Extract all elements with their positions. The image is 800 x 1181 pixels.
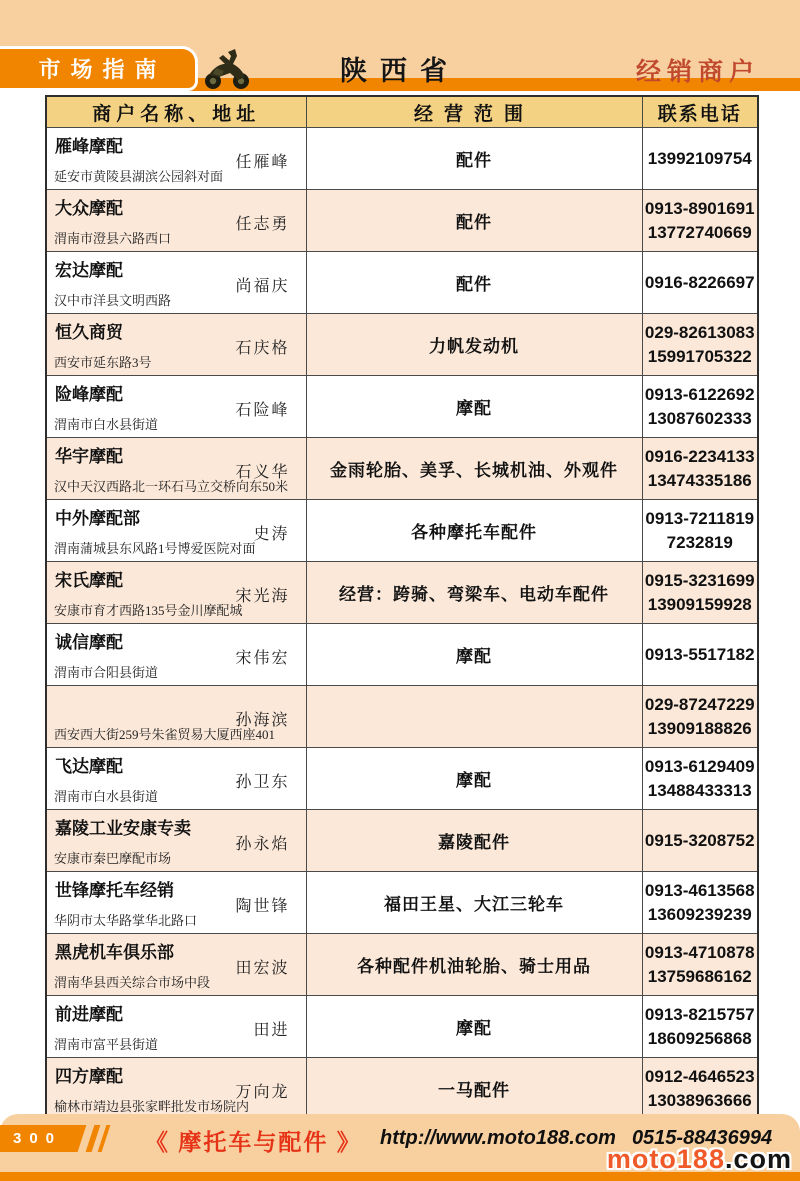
shop-address: 渭南蒲城县东风路1号博爱医院对面: [54, 541, 256, 556]
shop-name: 飞达摩配: [55, 757, 123, 776]
contact-person: 石庆格: [235, 340, 290, 357]
table-row: [46, 314, 758, 376]
shop-address: 渭南市白水县街道: [54, 417, 159, 432]
phone-number: 13772740669: [647, 222, 752, 242]
phone-cell: [642, 686, 758, 748]
business-scope: 配件: [306, 252, 642, 314]
contact-person: 田进: [253, 1022, 290, 1039]
phone-number: 13992109754: [647, 148, 752, 168]
business-scope: 摩配: [306, 376, 642, 438]
business-scope: [306, 686, 642, 748]
shop-name: 黑虎机车俱乐部: [55, 943, 174, 962]
phone-number: 0913-4710878: [644, 942, 755, 962]
table-row: [46, 128, 758, 190]
table-row: [46, 996, 758, 1058]
table-row: [46, 810, 758, 872]
table-row: [46, 686, 758, 748]
phone-cell: [642, 190, 758, 252]
phone-number: 0913-6122692: [644, 384, 755, 404]
phone-cell: [642, 128, 758, 190]
phone-cell: [642, 376, 758, 438]
shop-address: 汉中天汉西路北一环石马立交桥向东50米: [54, 479, 289, 494]
table-row: [46, 438, 758, 500]
phone-number: 0913-5517182: [644, 644, 755, 664]
phone-number: 029-82613083: [644, 322, 755, 342]
table-row: [46, 252, 758, 314]
table-row: [46, 500, 758, 562]
business-scope: 嘉陵配件: [306, 810, 642, 872]
phone-number: 13759686162: [647, 966, 752, 986]
shop-address: 渭南市澄县六路西口: [54, 231, 172, 246]
business-scope: 力帆发动机: [306, 314, 642, 376]
phone-number: 0913-7211819: [645, 508, 755, 528]
phone-number: 0913-6129409: [644, 756, 755, 776]
contact-person: 史涛: [253, 526, 290, 543]
shop-name: 嘉陵工业安康专卖: [55, 819, 191, 838]
phone-number: 13038963666: [647, 1090, 752, 1110]
shop-name: 中外摩配部: [55, 509, 140, 528]
business-scope: 金雨轮胎、美孚、长城机油、外观件: [306, 438, 642, 500]
shop-name: 诚信摩配: [55, 633, 123, 652]
phone-number: 13909159928: [647, 594, 752, 614]
shop-name: 宏达摩配: [55, 261, 123, 280]
phone-number: 0915-3231699: [644, 570, 755, 590]
table-row: [46, 934, 758, 996]
phone-cell: [642, 748, 758, 810]
contact-person: 万向龙: [235, 1084, 290, 1101]
table-row: [46, 376, 758, 438]
contact-person: 任雁峰: [235, 154, 290, 171]
phone-cell: [642, 314, 758, 376]
phone-number: 0913-4613568: [644, 880, 755, 900]
shop-name: 雁峰摩配: [55, 137, 123, 156]
business-scope: 配件: [306, 190, 642, 252]
phone-cell: [642, 872, 758, 934]
phone-cell: [642, 252, 758, 314]
contact-person: 孙海滨: [235, 712, 290, 729]
shop-address: 汉中市洋县文明西路: [54, 293, 172, 308]
table-row: [46, 190, 758, 252]
col-header-scope: 经营范围: [306, 96, 642, 128]
shop-address: 渭南市富平县街道: [54, 1037, 159, 1052]
business-scope: 配件: [306, 128, 642, 190]
dealer-table: [45, 95, 759, 1121]
page-header: [0, 0, 800, 91]
phone-cell: [642, 934, 758, 996]
shop-name: 恒久商贸: [55, 323, 123, 342]
business-scope: 各种摩托车配件: [306, 500, 642, 562]
phone-number: 0913-8215757: [644, 1004, 755, 1024]
business-scope: 一马配件: [306, 1058, 642, 1121]
business-scope: 福田王星、大江三轮车: [306, 872, 642, 934]
brand-tld: .com: [724, 1144, 792, 1174]
shop-address: 延安市黄陵县湖滨公园斜对面: [54, 169, 224, 184]
contact-person: 田宏波: [235, 960, 290, 977]
business-scope: 各种配件机油轮胎、骑士用品: [306, 934, 642, 996]
phone-number: 18609256868: [647, 1028, 752, 1048]
shop-address: 渭南市白水县街道: [54, 789, 159, 804]
table-row: [46, 624, 758, 686]
phone-number: 13087602333: [647, 408, 752, 428]
shop-name: 四方摩配: [55, 1067, 123, 1086]
phone-number: 0916-8226697: [644, 272, 755, 292]
contact-person: 宋光海: [235, 588, 290, 605]
shop-address: 西安西大街259号朱雀贸易大厦西座401: [54, 727, 276, 742]
phone-number: 0916-2234133: [644, 446, 755, 466]
shop-address: 西安市延东路3号: [54, 355, 152, 370]
phone-cell: [642, 500, 758, 562]
brand-watermark: [607, 1144, 792, 1175]
phone-number: 15991705322: [647, 346, 752, 366]
shop-name: 华宇摩配: [55, 447, 123, 466]
phone-cell: [642, 996, 758, 1058]
shop-name: 大众摩配: [55, 199, 123, 218]
shop-address: 安康市育才西路135号金川摩配城: [54, 603, 243, 618]
col-header-name-address: 商户名称、地址: [46, 96, 306, 128]
phone-number: 0912-4646523: [644, 1066, 755, 1086]
phone-number: 029-87247229: [644, 694, 755, 714]
shop-name: 宋氏摩配: [55, 571, 123, 590]
shop-address: 渭南市合阳县街道: [54, 665, 159, 680]
contact-person: 任志勇: [235, 216, 290, 233]
market-guide-tab: [0, 46, 198, 91]
phone-cell: [642, 810, 758, 872]
phone-cell: [642, 562, 758, 624]
business-scope: 摩配: [306, 624, 642, 686]
section-title: 经销商户: [635, 58, 760, 86]
contact-person: 宋伟宏: [235, 650, 290, 667]
phone-number: 13474335186: [647, 470, 752, 490]
shop-address: 渭南华县西关综合市场中段: [54, 975, 211, 990]
business-scope: 摩配: [306, 748, 642, 810]
motorcycle-icon: [202, 44, 252, 96]
market-guide-label: 市场指南: [38, 57, 167, 82]
business-scope: 经营：跨骑、弯梁车、电动车配件: [306, 562, 642, 624]
phone-number: 13609239239: [647, 904, 752, 924]
publisher-phone: 0515-88436994: [631, 1127, 773, 1149]
shop-name: 世锋摩托车经销: [55, 881, 174, 900]
table-row: [46, 872, 758, 934]
page-number-flag: [0, 1125, 86, 1152]
contact-person: 石义华: [235, 464, 290, 481]
contact-person: 尚福庆: [235, 278, 290, 295]
contact-person: 陶世锋: [235, 898, 290, 915]
shop-address: 榆林市靖边县张家畔批发市场院内: [54, 1099, 250, 1114]
phone-number: 13488433313: [647, 780, 752, 800]
book-title: 《 摩托车与配件 》: [145, 1129, 362, 1155]
phone-number: 7232819: [666, 532, 733, 552]
contact-person: 孙卫东: [235, 774, 290, 791]
phone-number: 13909188826: [647, 718, 752, 738]
brand-name: moto188: [606, 1144, 725, 1174]
phone-cell: [642, 624, 758, 686]
shop-name: 险峰摩配: [55, 385, 123, 404]
business-scope: 摩配: [306, 996, 642, 1058]
contact-person: 石险峰: [235, 402, 290, 419]
table-row: [46, 562, 758, 624]
shop-address: 安康市秦巴摩配市场: [54, 851, 172, 866]
site-url: http://www.moto188.com: [380, 1127, 616, 1149]
phone-number: 0913-8901691: [644, 198, 755, 218]
shop-name: 前进摩配: [55, 1005, 123, 1024]
phone-cell: [642, 438, 758, 500]
phone-number: 0915-3208752: [644, 830, 755, 850]
page-footer: [0, 1108, 800, 1181]
shop-address: 华阴市太华路掌华北路口: [54, 913, 198, 928]
col-header-phone: 联系电话: [642, 96, 758, 128]
page-number: 300: [13, 1130, 63, 1147]
province-title: 陕西省: [340, 56, 460, 86]
contact-person: 孙永焰: [235, 836, 290, 853]
table-header-row: [46, 96, 758, 128]
table-row: [46, 748, 758, 810]
